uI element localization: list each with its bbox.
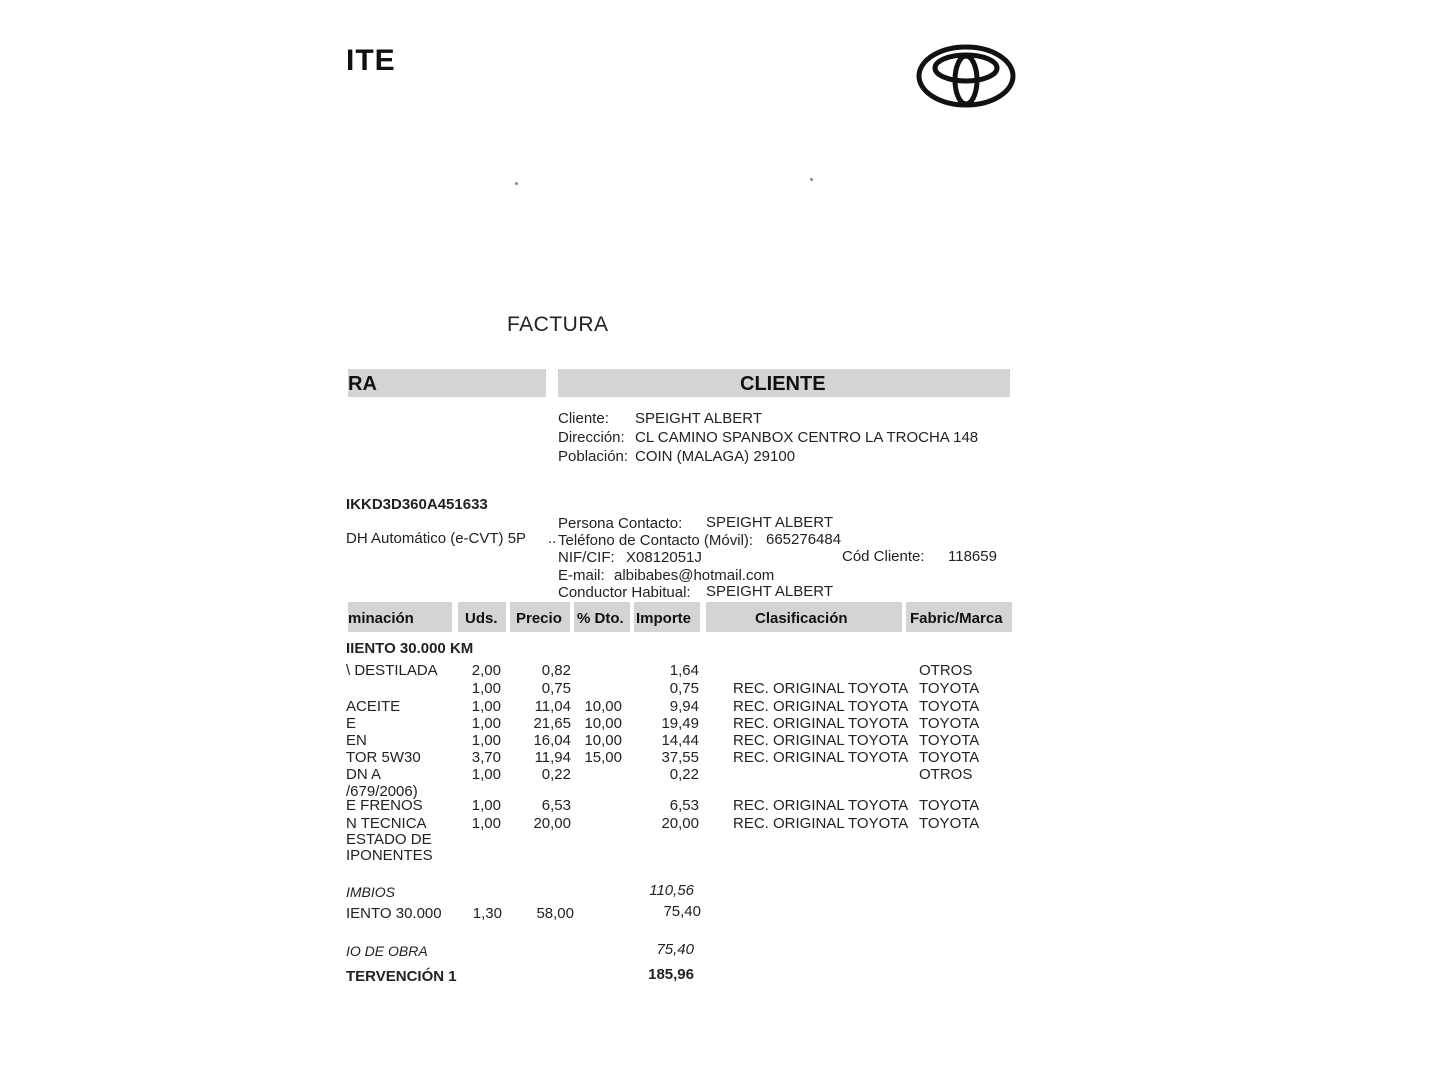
cell-clasificacion: REC. ORIGINAL TOYOTA (733, 715, 909, 732)
cell-denominacion: E FRENOS (346, 797, 423, 814)
cell-clasificacion: REC. ORIGINAL TOYOTA (733, 680, 909, 697)
th-precio: Precio (516, 610, 562, 627)
cell-uds: 1,00 (471, 715, 501, 732)
cell-fabric-marca: TOYOTA (919, 698, 980, 715)
cell-dto: 10,00 (584, 715, 622, 732)
conductor-value: SPEIGHT ALBERT (706, 583, 833, 600)
cell-importe: 37,55 (661, 749, 699, 766)
labor-importe: 75,40 (663, 903, 701, 920)
email-value: albibabes@hotmail.com (614, 567, 775, 584)
cell-dto: 10,00 (584, 698, 622, 715)
cell-precio: 0,75 (541, 680, 571, 697)
cell-denominacion: TOR 5W30 (346, 749, 421, 766)
poblacion-value: COIN (MALAGA) 29100 (635, 448, 796, 465)
scan-speck (515, 182, 518, 185)
email-label: E-mail: (558, 567, 605, 584)
cell-fabric-marca: TOYOTA (919, 715, 980, 732)
cell-importe: 1,64 (669, 662, 699, 679)
header-fragment: ITE (346, 44, 396, 77)
cell-dto: 10,00 (584, 732, 622, 749)
cell-denominacion: /679/2006) (346, 783, 418, 800)
cell-fabric-marca: TOYOTA (919, 732, 980, 749)
cell-precio: 21,65 (533, 715, 571, 732)
cell-denominacion: \ DESTILADA (346, 662, 438, 679)
toyota-logo-icon (916, 44, 1016, 108)
cod-cliente-label: Cód Cliente: (842, 548, 925, 565)
cell-importe: 14,44 (661, 732, 699, 749)
cell-importe: 6,53 (669, 797, 699, 814)
th-denominacion: minación (348, 610, 414, 627)
telefono-value: 665276484 (766, 531, 842, 548)
section-label-left: RA (348, 373, 377, 395)
poblacion-label: Población: (558, 448, 629, 465)
subtotal-recambios-label: IMBIOS (346, 884, 396, 900)
cell-clasificacion: REC. ORIGINAL TOYOTA (733, 815, 909, 832)
cliente-value: SPEIGHT ALBERT (635, 410, 762, 427)
vehicle-dots: .. (548, 530, 557, 547)
cell-uds: 1,00 (471, 732, 501, 749)
th-importe: Importe (636, 610, 692, 627)
cell-denominacion: DN A (346, 766, 382, 783)
nif-value: X0812051J (626, 549, 702, 566)
cell-uds: 1,00 (471, 797, 501, 814)
labor-uds: 1,30 (472, 905, 502, 922)
scan-speck (810, 178, 813, 181)
cell-fabric-marca: TOYOTA (919, 680, 980, 697)
cell-precio: 20,00 (533, 815, 571, 832)
cell-importe: 19,49 (661, 715, 699, 732)
th-clasificacion: Clasificación (755, 610, 848, 627)
cell-precio: 0,82 (541, 662, 571, 679)
labor-desc: IENTO 30.000 (346, 905, 442, 922)
cell-uds: 1,00 (471, 680, 501, 697)
document-title: FACTURA (507, 313, 609, 336)
cell-uds: 3,70 (471, 749, 501, 766)
cell-importe: 0,22 (669, 766, 699, 783)
cell-uds: 1,00 (471, 698, 501, 715)
cell-importe: 20,00 (661, 815, 699, 832)
cod-cliente-value: 118659 (948, 548, 997, 565)
cell-fabric-marca: TOYOTA (919, 749, 980, 766)
nif-label: NIF/CIF: (558, 549, 615, 566)
vehicle-model: DH Automático (e-CVT) 5P (346, 530, 527, 547)
cell-fabric-marca: TOYOTA (919, 815, 980, 832)
cell-denominacion: EN (346, 732, 367, 749)
cell-uds: 1,00 (471, 815, 501, 832)
cell-clasificacion: REC. ORIGINAL TOYOTA (733, 797, 909, 814)
cell-dto: 15,00 (584, 749, 622, 766)
cell-clasificacion: REC. ORIGINAL TOYOTA (733, 749, 909, 766)
persona-contacto-value: SPEIGHT ALBERT (706, 514, 833, 531)
th-fabric-marca: Fabric/Marca (910, 610, 1003, 627)
th-uds: Uds. (465, 610, 498, 627)
cell-uds: 1,00 (471, 766, 501, 783)
cell-uds: 2,00 (471, 662, 501, 679)
cell-clasificacion: REC. ORIGINAL TOYOTA (733, 732, 909, 749)
cell-precio: 16,04 (533, 732, 571, 749)
direccion-value: CL CAMINO SPANBOX CENTRO LA TROCHA 148 (635, 429, 979, 446)
th-dto: % Dto. (577, 610, 624, 627)
section-label-cliente: CLIENTE (740, 373, 826, 395)
subtotal-mano-obra-value: 75,40 (656, 941, 694, 958)
cell-denominacion: ACEITE (346, 698, 401, 715)
conductor-label: Conductor Habitual: (558, 584, 691, 601)
subtotal-mano-obra-label: IO DE OBRA (346, 943, 428, 959)
cell-fabric-marca: TOYOTA (919, 797, 980, 814)
telefono-label: Teléfono de Contacto (Móvil): (558, 532, 754, 549)
cell-precio: 0,22 (541, 766, 571, 783)
section-title: IIENTO 30.000 KM (346, 640, 474, 657)
labor-precio: 58,00 (536, 905, 574, 922)
persona-contacto-label: Persona Contacto: (558, 515, 683, 532)
cell-denominacion: N TECNICA (346, 815, 427, 832)
subtotal-recambios-value: 110,56 (649, 882, 694, 899)
cell-fabric-marca: OTROS (919, 662, 973, 679)
cell-fabric-marca: OTROS (919, 766, 973, 783)
cell-importe: 0,75 (669, 680, 699, 697)
cell-denominacion: ESTADO DE (346, 831, 432, 848)
cell-precio: 11,04 (534, 698, 571, 715)
direccion-label: Dirección: (558, 429, 625, 446)
cell-clasificacion: REC. ORIGINAL TOYOTA (733, 698, 909, 715)
section-bar-left (348, 369, 546, 397)
cell-precio: 11,94 (534, 749, 571, 766)
cell-denominacion: E (346, 715, 357, 732)
cell-importe: 9,94 (669, 698, 699, 715)
vehicle-vin: IKKD3D360A451633 (346, 496, 488, 513)
total-label: TERVENCIÓN 1 (346, 968, 457, 985)
cell-precio: 6,53 (541, 797, 571, 814)
cliente-label: Cliente: (558, 410, 609, 427)
cell-denominacion: IPONENTES (346, 847, 433, 864)
total-value: 185,96 (648, 966, 694, 983)
